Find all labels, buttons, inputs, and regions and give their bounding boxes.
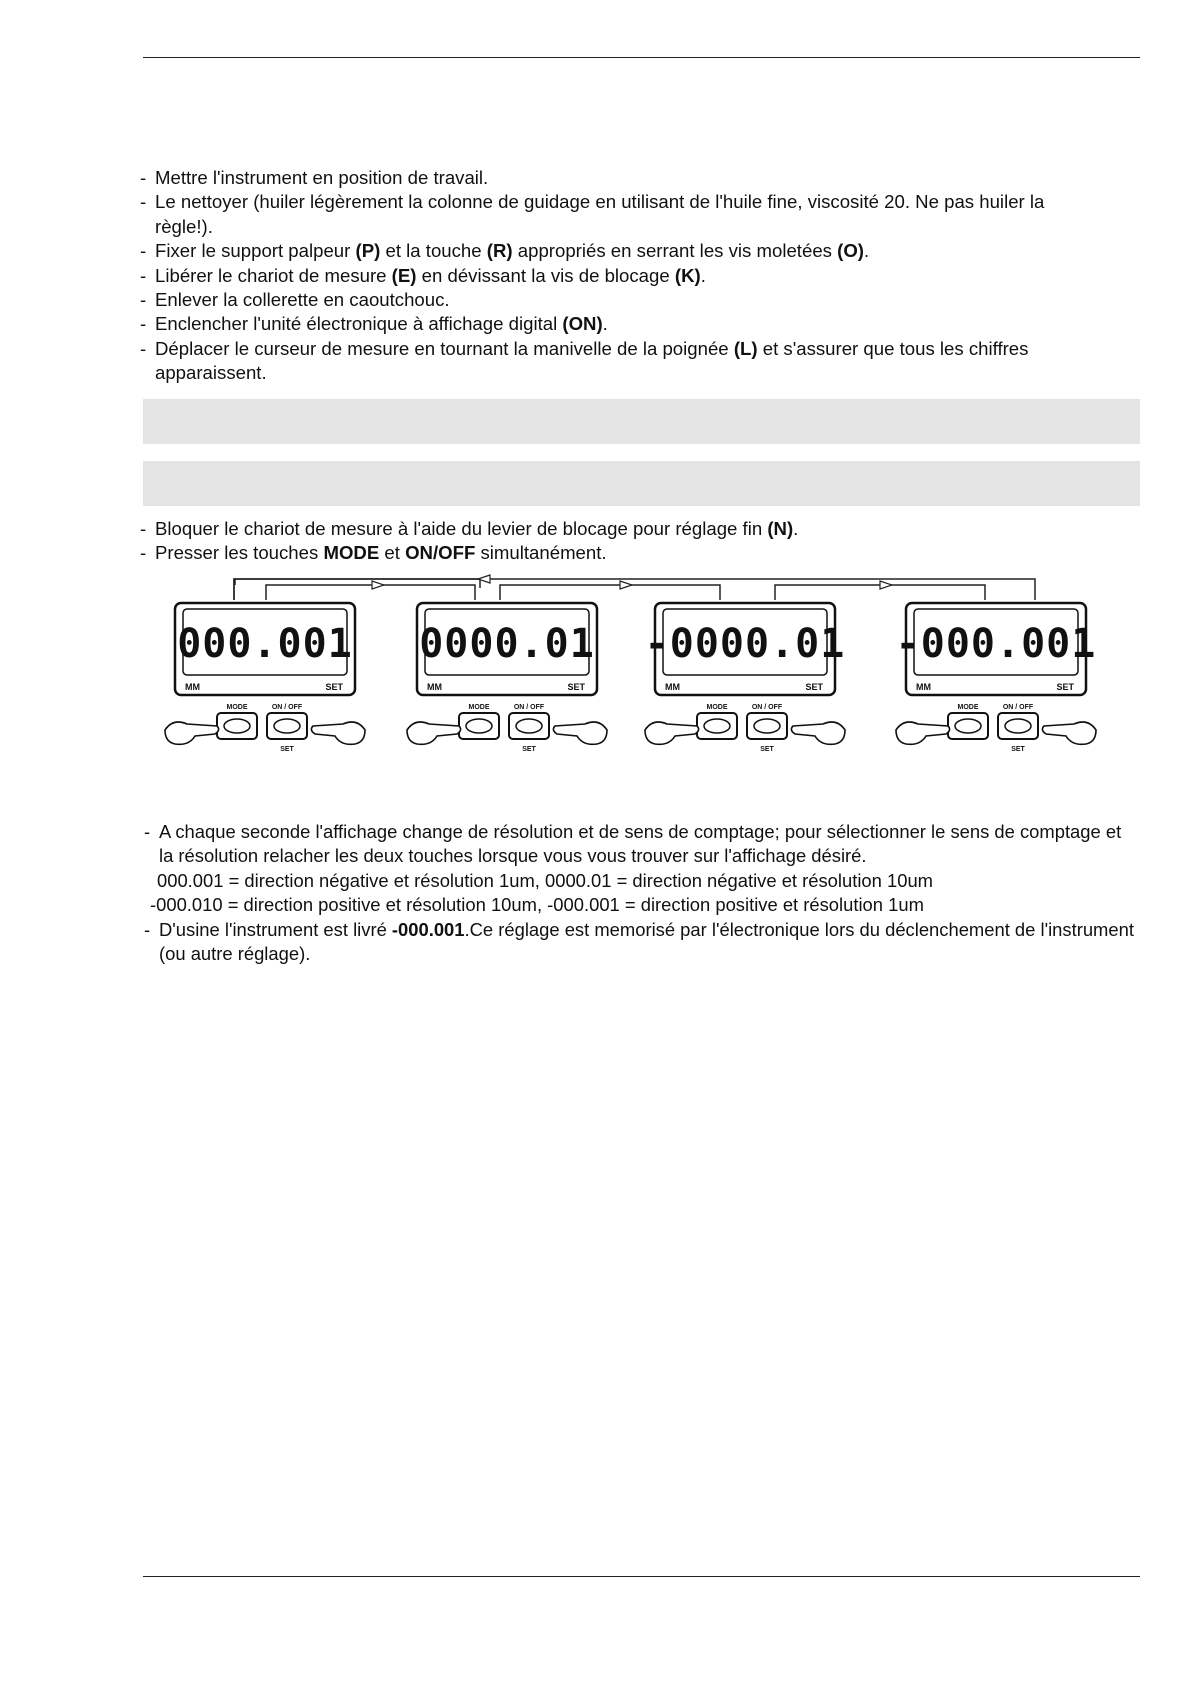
bold-text: MODE (323, 542, 380, 564)
bold-text: (K) (674, 264, 701, 286)
mode-button-cap (466, 719, 492, 733)
left-hand-icon (645, 722, 699, 744)
bold-text: (R) (486, 240, 513, 262)
right-hand-icon (311, 722, 365, 744)
onoff-label: ON / OFF (271, 704, 303, 711)
heading-band-1 (143, 399, 1140, 444)
flow-line (234, 579, 480, 600)
top-rule (143, 57, 1140, 58)
flow-line (266, 585, 475, 600)
mode-label: MODE (957, 704, 979, 711)
text-segment: Presser les touches (155, 542, 324, 564)
onoff-button-cap (1005, 719, 1031, 733)
text-segment: Fixer le support palpeur (155, 240, 356, 262)
text-segment: et la touche (380, 240, 487, 262)
list-item (144, 820, 1134, 869)
lcd-reading: 0000.01 (419, 621, 595, 667)
text-segment: et s'assurer que tous les chiffres apparaissent. (155, 337, 1029, 384)
list-item (144, 893, 1134, 917)
bold-text: -000.001 (391, 918, 465, 940)
right-hand-icon (553, 722, 607, 744)
left-hand-icon (165, 722, 219, 744)
list-item (144, 869, 1134, 893)
text-segment: Enlever la collerette en caoutchouc. (155, 289, 450, 311)
list-item (144, 918, 1134, 967)
list-item (140, 239, 1100, 263)
text-segment: . (700, 264, 706, 286)
onoff-label: ON / OFF (513, 704, 545, 711)
mode-button-cap (955, 719, 981, 733)
unit-label: MM (185, 682, 200, 692)
lcd-reading: -000.001 (895, 621, 1097, 667)
list-item (140, 312, 1100, 336)
bottom-rule (143, 1576, 1140, 1577)
explanation-list (144, 820, 1134, 966)
onoff-button-cap (516, 719, 542, 733)
bold-text: (O) (837, 240, 864, 262)
set-indicator: SET (567, 682, 585, 692)
left-hand-icon (896, 722, 950, 744)
text-segment: . (863, 240, 870, 262)
set-label: SET (280, 746, 294, 753)
text-segment: 000.001 = direction négative et résolution 1um, 0000.01 = direction négative et résolution 10um (157, 869, 933, 891)
text-segment: .Ce réglage est memorisé par l'électronique lors du déclenchement de l'instrument (ou autre réglage). (159, 918, 1134, 965)
lcd-reading: -0000.01 (644, 621, 846, 667)
text-segment: et (379, 542, 406, 564)
loop-line (234, 579, 1035, 600)
unit-label: MM (916, 682, 931, 692)
onoff-label: ON / OFF (1002, 704, 1034, 711)
right-hand-icon (791, 722, 845, 744)
text-segment: Déplacer le curseur de mesure en tournant la manivelle de la poignée (155, 337, 734, 359)
list-item (140, 288, 1100, 312)
text-segment: A chaque seconde l'affichage change de résolution et de sens de comptage; pour sélectionner le sens de comptage et la résolution relacher les deux touches lorsque vous vous trouver sur l'affichage désiré. (159, 821, 1122, 867)
text-segment: . (793, 518, 799, 539)
text-segment: appropriés en serrant les vis moletées (512, 240, 838, 262)
bold-text: (L) (733, 337, 758, 359)
set-label: SET (522, 746, 536, 753)
display-mode-diagram (150, 565, 1110, 775)
list-item (140, 166, 1100, 190)
arrow-icon (880, 581, 892, 589)
set-indicator: SET (325, 682, 343, 692)
mode-label: MODE (706, 704, 728, 711)
text-segment: -000.010 = direction positive et résolution 10um, -000.001 = direction positive et résolution 1um (150, 894, 924, 916)
flow-line (500, 585, 720, 600)
unit-label: MM (427, 682, 442, 692)
list-item (140, 337, 1100, 386)
text-segment: . (602, 313, 608, 335)
text-segment: Bloquer le chariot de mesure à l'aide du levier de blocage pour réglage fin (155, 518, 768, 539)
text-segment: en dévissant la vis de blocage (416, 264, 675, 286)
arrow-icon (372, 581, 384, 589)
text-segment: simultanément. (475, 542, 607, 564)
left-hand-icon (407, 722, 461, 744)
text-segment: Le nettoyer (huiler légèrement la colonne de guidage en utilisant de l'huile fine, viscosité 20. Ne pas huiler la règle!). (155, 191, 1045, 237)
onoff-button-cap (754, 719, 780, 733)
resolution-steps-list (140, 517, 1100, 566)
mode-button-cap (704, 719, 730, 733)
text-segment: Mettre l'instrument en position de travail. (155, 167, 489, 188)
list-item (140, 517, 1100, 541)
right-hand-icon (1042, 722, 1096, 744)
lcd-reading: 000.001 (177, 621, 353, 667)
bold-text: (ON) (562, 313, 603, 335)
heading-band-2 (143, 461, 1140, 506)
list-item (140, 264, 1100, 288)
list-item (140, 190, 1100, 239)
text-segment: Enclencher l'unité électronique à affichage digital (155, 313, 563, 335)
mode-button-cap (224, 719, 250, 733)
onoff-label: ON / OFF (751, 704, 783, 711)
setup-steps-list (140, 166, 1100, 386)
bold-text: (E) (391, 264, 417, 286)
mode-label: MODE (226, 704, 248, 711)
text-segment: Libérer le chariot de mesure (155, 264, 392, 286)
text-segment: D'usine l'instrument est livré (159, 918, 392, 940)
bold-text: (P) (355, 240, 381, 262)
onoff-button-cap (274, 719, 300, 733)
bold-text: (N) (767, 518, 794, 539)
set-indicator: SET (1056, 682, 1074, 692)
set-label: SET (1011, 746, 1025, 753)
mode-label: MODE (468, 704, 490, 711)
set-label: SET (760, 746, 774, 753)
bold-text: ON/OFF (405, 542, 476, 564)
list-item (140, 541, 1100, 565)
unit-label: MM (665, 682, 680, 692)
set-indicator: SET (805, 682, 823, 692)
arrow-icon (620, 581, 632, 589)
